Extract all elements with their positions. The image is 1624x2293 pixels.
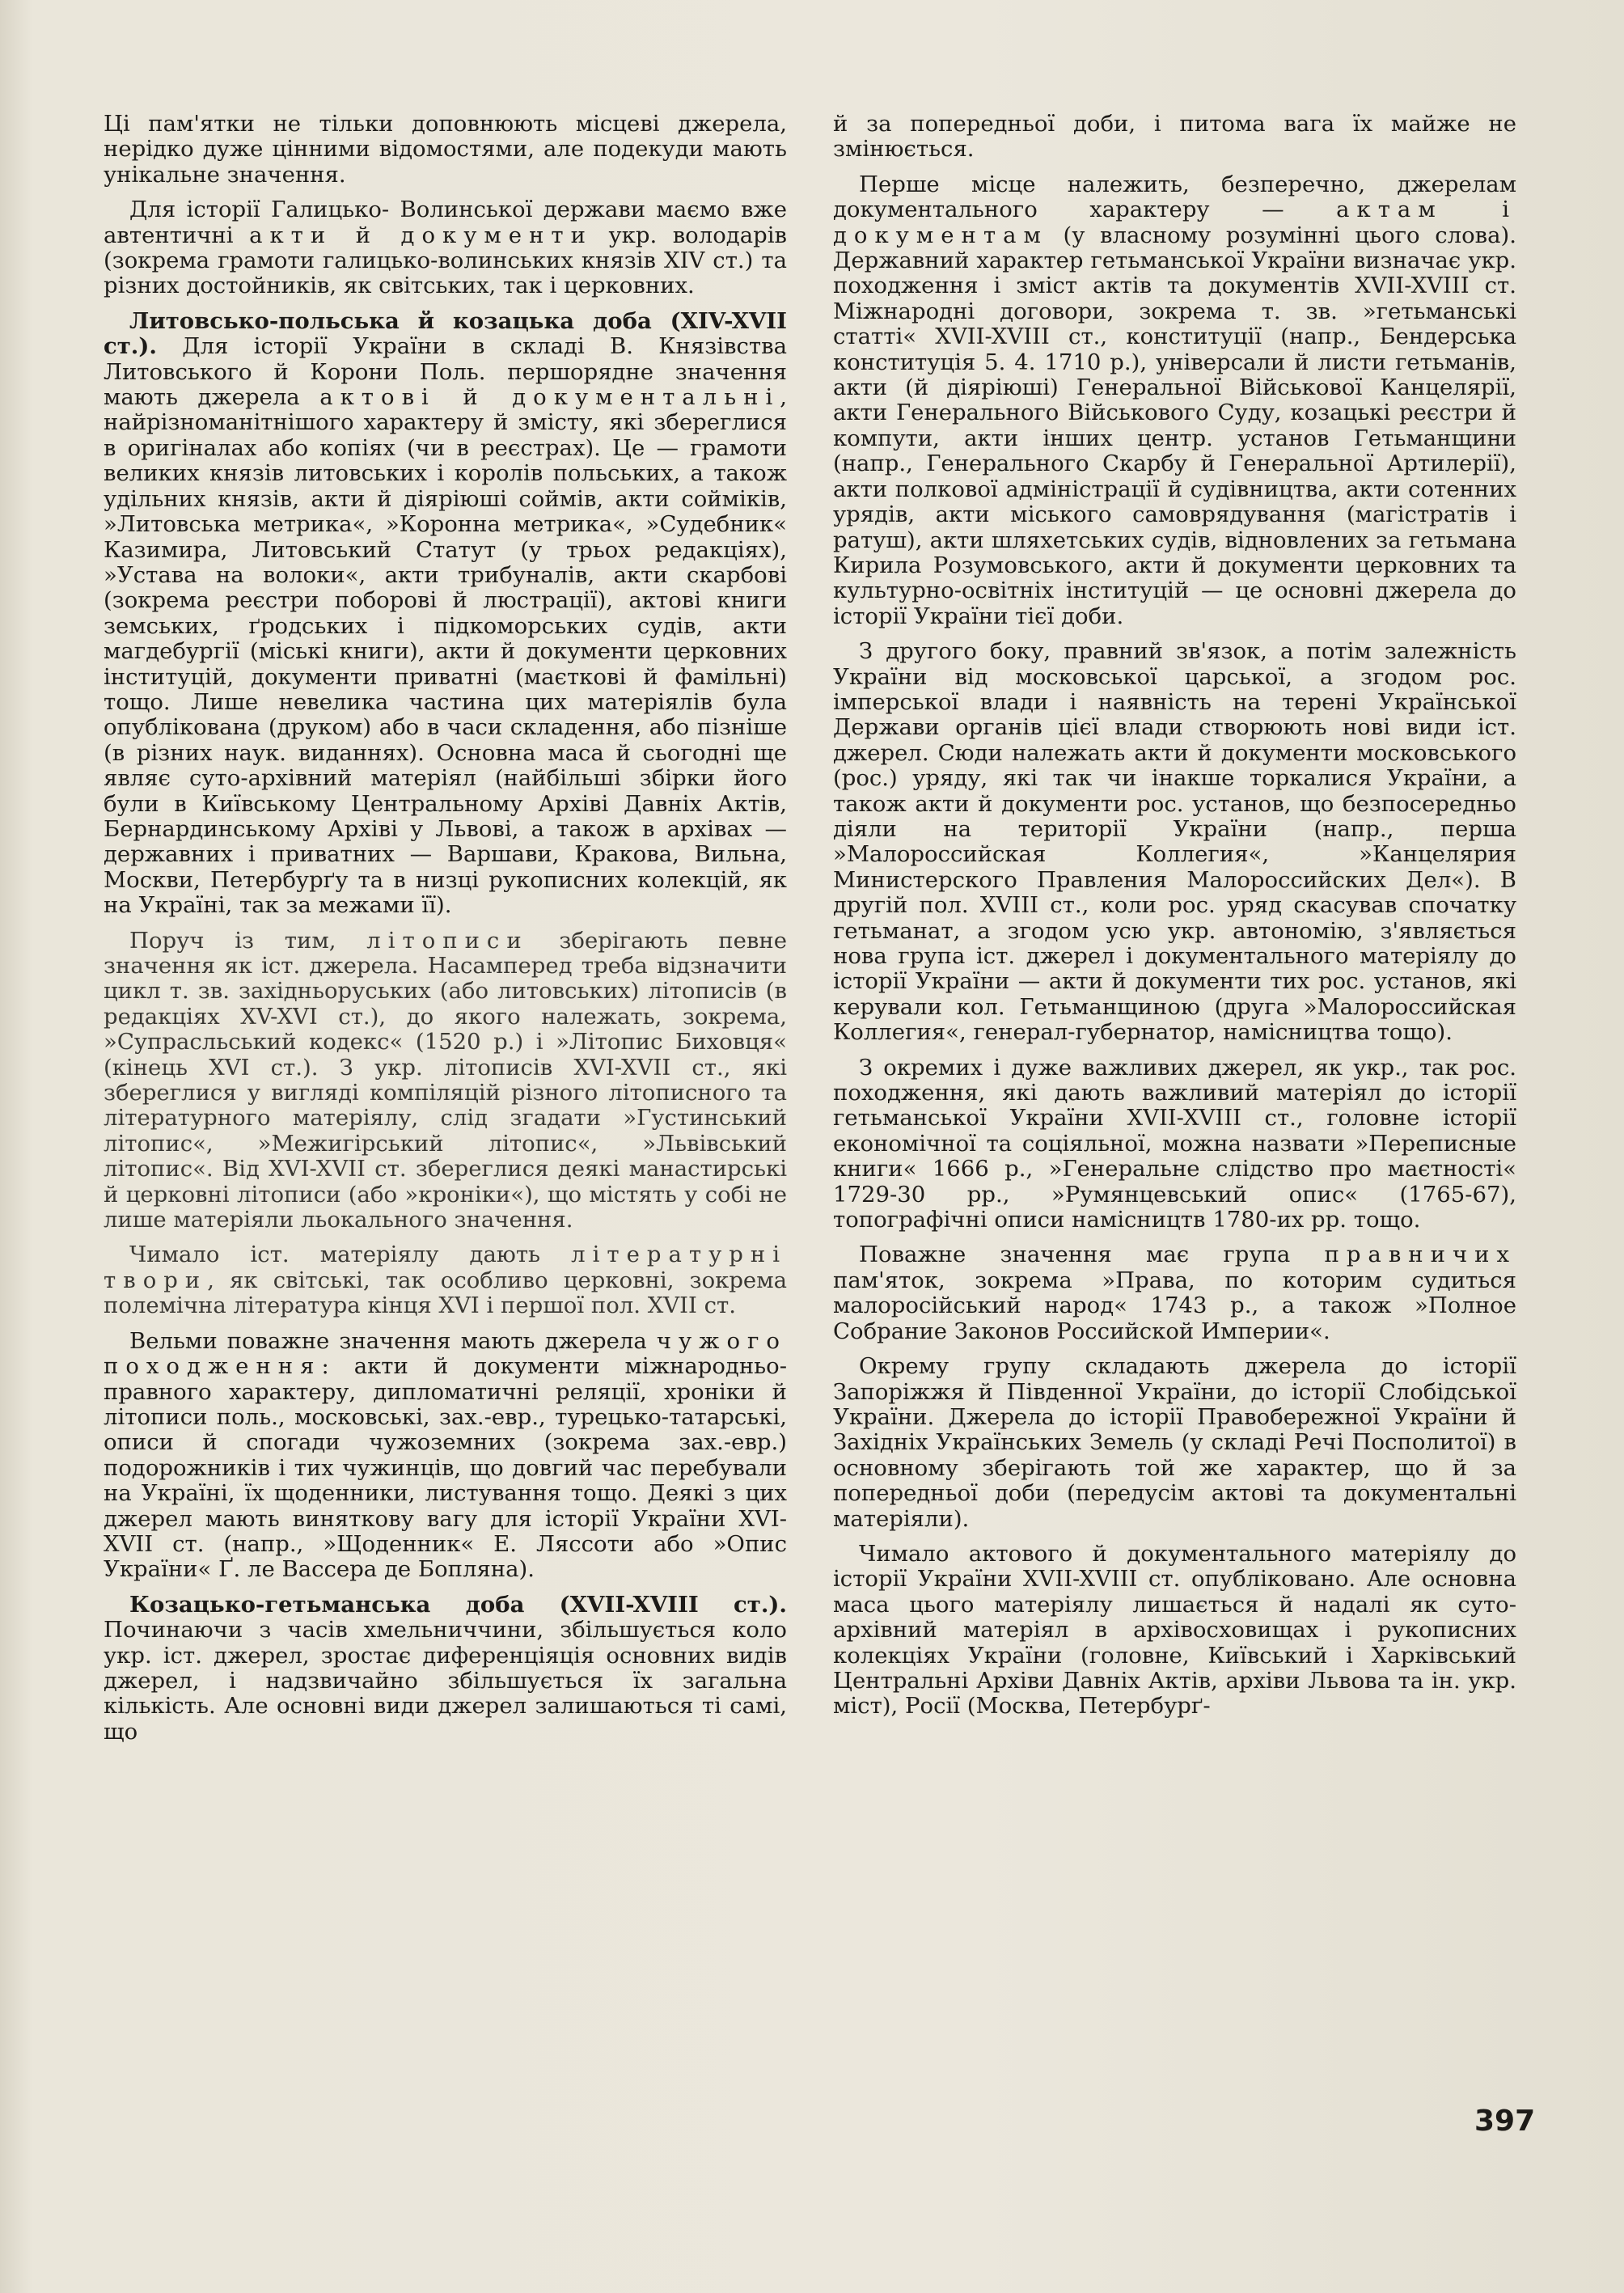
paragraph	[833, 639, 1516, 1046]
spaced-term: літописи	[366, 927, 529, 954]
paragraph-text: Окрему групу складають джерела до історії Запоріжжя й Південної України, до історії Слобідської України. Джерела до історії Правобережної України й Західніх Українських Земель (у складі Речі Посполитої) в основному зберігають той же характер, що й за попередньої доби (передусім актові та документальні матеріяли).	[833, 1353, 1516, 1532]
paragraph	[104, 309, 787, 919]
paragraph-text: З окремих і дуже важливих джерел, як укр., так рос. походження, які дають важливий матеріял до історії гетьманської України XVII-XVIII ст., головне історії економічної та соціяльної, можна назвати »Переписные книги« 1666 р., »Генеральне слідство про маєтності« 1729-30 рр., »Румянцевський опис« (1765-67), топографічні описи намісництв 1780-их рр. тощо.	[833, 1054, 1516, 1233]
spaced-term: чужого походження	[104, 1327, 787, 1380]
paragraph-text: : акти й документи міжнародньо-правного характеру, дипломатичні реляції, хроніки й літописи поль., московські, зах.-евр., турецько-татарські, описи й спогади чужоземних (зокрема зах.-евр.) подорожників і тих чужинців, що довгий час перебували на Україні, їх щоденники, листування тощо. Деякі з цих джерел мають виняткову вагу для історії України XVI-XVII ст. (напр., »Щоденник« Е. Ляссоти або »Опис України« Ґ. ле Вассера де Боплянa).	[104, 1353, 787, 1583]
paragraph-text: Вельми поважне значення мають джерела	[129, 1327, 657, 1354]
section-heading: Литовсько-польська й козацька доба (XIV-XVII ст.).	[104, 307, 787, 360]
paragraph	[833, 172, 1516, 629]
paragraph	[104, 197, 787, 299]
paragraph-text: , як світські, так особливо церковні, зокрема полемічна література кінця XVI і першої пол. XVII ст.	[104, 1267, 787, 1319]
spaced-term: актові й документальні	[319, 384, 780, 411]
paragraph	[833, 112, 1516, 163]
paragraph	[104, 929, 787, 1233]
paragraph-text: Чимало іст. матеріялу дають	[129, 1242, 572, 1268]
paragraph-text: (у власному розумінні цього слова). Державний характер гетьманської України визначає укр. походження і зміст актів та документів XVII-XVIII ст. Міжнародні договори, зокрема т. зв. »гетьманські статті« XVII-XVIII ст., конституції (напр., Бендерська конституція 5. 4. 1710 р.), універсали й листи гетьманів, акти (й діяріюші) Генеральної Військової Канцелярії, акти Генерального Військового Суду, козацькі реєстри й компути, акти інших центр. установ Гетьманщини (напр., Генерального Скарбу й Генеральної Артилерії), акти полкової адміністрації й судівництва, акти сотенних урядів, акти міського самоврядування (магістратів і ратуш), акти шляхетських судів, відновлених за гетьмана Кирила Розумовського, акти й документи церковних та культурно-освітніх інституцій — це основні джерела до історії України тієї доби.	[833, 222, 1516, 629]
right-column	[833, 112, 1516, 1729]
paragraph-text: пам'яток, зокрема »Права, по которим судиться малоросійський народ« 1743 р., а також »Полное Собрание Законов Российской Империи«.	[833, 1267, 1516, 1344]
paragraph	[833, 1056, 1516, 1233]
spaced-term: актам і документам	[833, 197, 1517, 248]
paragraph	[104, 1242, 787, 1318]
spaced-term: правничих	[1324, 1242, 1516, 1268]
paragraph-text: укр. володарів (зокрема грамоти галицько-волинських князів XIV ст.) та різних достойників, як світських, так і церковних.	[104, 222, 787, 299]
paragraph-text: Для історії Галицько- Волинської держави маємо вже автентичні	[104, 197, 787, 248]
paragraph-text: Поруч із тим,	[129, 927, 367, 954]
spaced-term: літературні твори	[104, 1242, 787, 1293]
paragraph-text: Для історії України в складі В. Князівства Литовського й Корони Поль. першорядне значення мають джерела	[104, 333, 787, 411]
paragraph-text: З другого боку, правний зв'язок, а потім залежність України від московської царської, а згодом рос. імперської влади і наявність на терені Української Держави органів цієї влади створюють нові види іст. джерел. Сюди належать акти й документи московського (рос.) уряду, які так чи інакше торкалися України, а також акти й документи рос. установ, що безпосередньо діяли на території України (напр., перша »Малороссийская Коллегия«, »Канцелярия Министерского Правления Малороссийских Дел«). В другій пол. XVIII ст., коли рос. уряд скасував спочатку гетьманат, а згодом усю укр. автономію, з'являється нова група іст. джерел і документального матеріялу до історії України — акти й документи тих рос. установ, які керували кол. Гетьманщиною (друга »Малороссийская Коллегия«, генерал-губернатор, намісництва тощо).	[833, 638, 1516, 1046]
paragraph-text: Починаючи з часів хмельниччини, збільшується коло укр. іст. джерел, зростає диференціяція основних видів джерел, і надзвичайно збільшується їх загальна кількість. Але основні види джерел залишаються ті самі, що	[104, 1617, 787, 1745]
paragraph-text: й за попередньої доби, і питома вага їх майже не змінюється.	[833, 111, 1516, 163]
paragraph-text: Поважне значення має група	[859, 1242, 1325, 1268]
left-column	[104, 112, 787, 1754]
paragraph	[104, 112, 787, 188]
paragraph	[833, 1542, 1516, 1720]
paragraph-text: , найрізноманітнішого характеру й змісту, які збереглися в оригіналах або копіях (чи в реєстрах). Це — грамоти великих князів литовських і королів польських, а також удільних князів, акти й діяріюші соймів, акти сойміків, »Литовська метрика«, »Коронна метрика«, »Судебник« Казимира, Литовський Статут (у трьох редакціях), »Устава на волоки«, акти трибуналів, акти скарбові (зокрема реєстри поборові й люстрації), актові книги земських, ґродських і підкоморських судів, акти магдебургії (міські книги), акти й документи церковних інституцій, документи приватні (маєткові й фамільні) тощо. Лише невелика частина цих матеріялів була опублікована (друком) або в часи складення, або пізніше (в різних наук. виданнях). Основна маса й сьогодні ще являє суто-архівний матеріял (найбільші збірки його були в Київському Центральному Архіві Давніх Актів, Бернардинському Архіві у Львові, а також в архівах — державних і приватних — Варшави, Кракова, Вильна, Москви, Петербурґу та в низці рукописних колекцій, як на Україні, так за межами її).	[104, 384, 787, 919]
page-number: 397	[1474, 2105, 1536, 2138]
paragraph	[833, 1242, 1516, 1344]
section-heading: Козацько-гетьманська доба (XVII-XVIII ст.).	[129, 1591, 787, 1618]
paragraph-text: Чимало актового й документального матеріялу до історії України XVII-XVIII ст. опубліковано. Але основна маса цього матеріялу лишається й надалі як суто-архівний матеріял в архівосховищах і рукописних колекціях України (головне, Київський і Харківський Центральні Архіви Давніх Актів, архіви Львова та ін. укр. міст), Росії (Москва, Петербурґ-	[833, 1540, 1516, 1720]
spaced-term: акти й документи	[249, 222, 593, 248]
paragraph	[104, 1329, 787, 1583]
paragraph-text: Перше місце належить, безперечно, джерелам документального характеру —	[833, 171, 1516, 223]
paragraph-text: Ці пам'ятки не тільки доповнюють місцеві джерела, нерідко дуже цінними відомостями, але подекуди мають унікальне значення.	[104, 111, 787, 188]
paragraph	[833, 1354, 1516, 1532]
paragraph-text: зберігають певне значення як іст. джерела. Насамперед треба відзначити цикл т. зв. західньоруських (або литовських) літописів (в редакціях XV-XVI ст.), до якого належать, зокрема, »Супрасльський кодекс« (1520 р.) і »Літопис Биховця« (кінець XVI ст.). З укр. літописів XVI-XVII ст., які збереглися у вигляді компіляцій різного літописного та літературного матеріялу, слід згадати »Густинський літопис«, »Межигірський літопис«, »Львівський літопис«. Від XVI-XVII ст. збереглися деякі манастирські й церковні літописи (або »кроніки«), що містять у собі не лише матеріяли льокального значення.	[104, 927, 787, 1233]
paragraph	[104, 1593, 787, 1745]
